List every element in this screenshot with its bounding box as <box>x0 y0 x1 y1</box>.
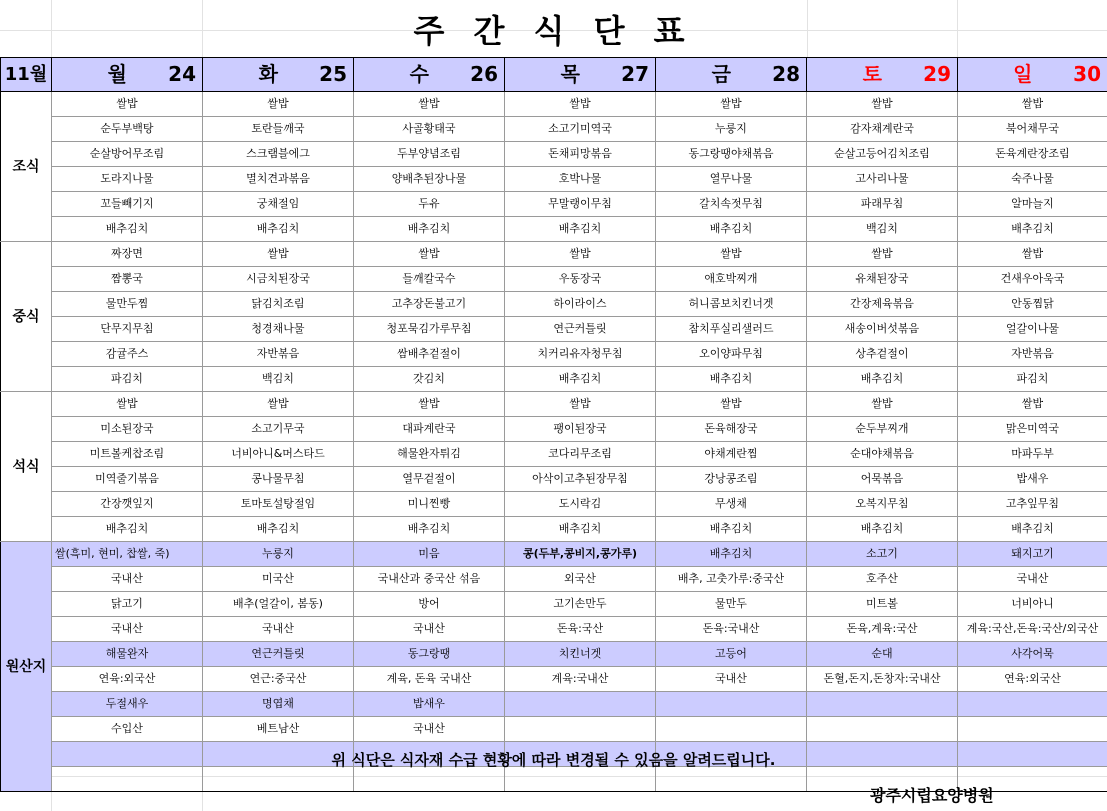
origin-cell: 콩(두부,콩비지,콩가루) <box>505 542 656 567</box>
menu-row <box>1 517 1107 542</box>
origin-cell: 수입산 <box>52 717 203 742</box>
menu-row <box>1 117 1107 142</box>
day-header-cell <box>958 58 1107 92</box>
month-cell: 11월 <box>1 58 52 92</box>
menu-row <box>1 242 1107 267</box>
origin-cell <box>505 717 656 742</box>
origin-cell: 국내산 <box>354 717 505 742</box>
menu-item: 배추김치 <box>958 217 1107 242</box>
origin-cell: 소고기 <box>807 542 958 567</box>
origin-cell: 해물완자 <box>52 642 203 667</box>
menu-item: 동그랑땡야채볶음 <box>656 142 807 167</box>
origin-cell: 물만두 <box>656 592 807 617</box>
notice-text: 위 식단은 식자재 수급 현황에 따라 변경될 수 있음을 알려드립니다. <box>331 751 776 769</box>
menu-item: 순대야채볶음 <box>807 442 958 467</box>
menu-item: 쌀밥 <box>958 242 1107 267</box>
menu-item: 대파계란국 <box>354 417 505 442</box>
origin-cell: 동그랑땡 <box>354 642 505 667</box>
hospital-name: 광주시립요양병원 <box>870 786 994 805</box>
meal-label: 중식 <box>1 242 52 392</box>
menu-row <box>1 367 1107 392</box>
menu-item: 양배추된장나물 <box>354 167 505 192</box>
menu-item: 쌀밥 <box>354 392 505 417</box>
origin-cell: 순대 <box>807 642 958 667</box>
menu-item: 배추김치 <box>807 367 958 392</box>
origin-cell: 국내산 <box>958 567 1107 592</box>
menu-item: 스크램블에그 <box>203 142 354 167</box>
origin-cell: 고기손만두 <box>505 592 656 617</box>
menu-item: 상추겉절이 <box>807 342 958 367</box>
menu-item: 배추김치 <box>656 367 807 392</box>
menu-item: 순살방어무조림 <box>52 142 203 167</box>
origin-cell: 쌀(흑미, 현미, 찹쌀, 죽) <box>52 542 203 567</box>
menu-item: 청경채나물 <box>203 317 354 342</box>
origin-cell: 돼지고기 <box>958 542 1107 567</box>
date-label: 29 <box>923 62 951 86</box>
menu-item: 참치푸실리샐러드 <box>656 317 807 342</box>
menu-item: 해물완자튀김 <box>354 442 505 467</box>
menu-row <box>1 467 1107 492</box>
origin-cell: 미국산 <box>203 567 354 592</box>
origin-cell: 국내산 <box>52 617 203 642</box>
origin-row <box>1 692 1107 717</box>
origin-cell: 돈육:국내산 <box>656 617 807 642</box>
origin-cell: 돈육:국산 <box>505 617 656 642</box>
menu-item: 배추김치 <box>656 517 807 542</box>
menu-item: 쌀밥 <box>505 92 656 117</box>
origin-cell: 연근커틀릿 <box>203 642 354 667</box>
menu-row <box>1 167 1107 192</box>
menu-item: 강낭콩조림 <box>656 467 807 492</box>
menu-item: 우동장국 <box>505 267 656 292</box>
menu-item: 배추김치 <box>958 517 1107 542</box>
origin-cell <box>958 717 1107 742</box>
origin-cell: 국내산 <box>354 617 505 642</box>
menu-item: 미소된장국 <box>52 417 203 442</box>
menu-item: 알마늘지 <box>958 192 1107 217</box>
menu-item: 쌀밥 <box>807 242 958 267</box>
menu-item: 야채계란찜 <box>656 442 807 467</box>
menu-item: 쌈배추겉절이 <box>354 342 505 367</box>
page-title: 주 간 식 단 표 <box>413 11 694 50</box>
menu-item: 마파두부 <box>958 442 1107 467</box>
origin-cell: 연육:외국산 <box>52 667 203 692</box>
menu-item: 배추김치 <box>656 217 807 242</box>
menu-item: 쌀밥 <box>656 392 807 417</box>
menu-item: 도시락김 <box>505 492 656 517</box>
menu-item: 어묵볶음 <box>807 467 958 492</box>
origin-label: 원산지 <box>1 542 52 792</box>
menu-item: 청포묵김가루무침 <box>354 317 505 342</box>
date-label: 25 <box>319 62 347 86</box>
menu-item: 얼갈이나물 <box>958 317 1107 342</box>
day-header-cell <box>656 58 807 92</box>
origin-cell <box>656 717 807 742</box>
menu-item: 배추김치 <box>52 517 203 542</box>
menu-item: 쌀밥 <box>958 392 1107 417</box>
menu-item: 배추김치 <box>354 217 505 242</box>
menu-item: 순살고등어김치조림 <box>807 142 958 167</box>
menu-item: 백김치 <box>807 217 958 242</box>
menu-item: 쌀밥 <box>203 242 354 267</box>
menu-item: 맑은미역국 <box>958 417 1107 442</box>
origin-cell: 치킨너겟 <box>505 642 656 667</box>
menu-item: 단무지무침 <box>52 317 203 342</box>
menu-item: 쌀밥 <box>807 92 958 117</box>
menu-item: 밥새우 <box>958 467 1107 492</box>
origin-cell: 밥새우 <box>354 692 505 717</box>
menu-item: 배추김치 <box>505 517 656 542</box>
weekly-menu-table <box>0 57 1107 792</box>
menu-row <box>1 142 1107 167</box>
menu-item: 들깨칼국수 <box>354 267 505 292</box>
menu-item: 하이라이스 <box>505 292 656 317</box>
menu-item: 토마토설탕절임 <box>203 492 354 517</box>
menu-item: 소고기무국 <box>203 417 354 442</box>
menu-item: 쌀밥 <box>656 242 807 267</box>
origin-cell: 방어 <box>354 592 505 617</box>
menu-item: 치커리유자청무침 <box>505 342 656 367</box>
origin-cell: 닭고기 <box>52 592 203 617</box>
menu-item: 돈육계란장조림 <box>958 142 1107 167</box>
origin-cell: 연육:외국산 <box>958 667 1107 692</box>
origin-cell: 돈육,계육:국산 <box>807 617 958 642</box>
menu-item: 쌀밥 <box>52 92 203 117</box>
origin-cell: 계육:국내산 <box>505 667 656 692</box>
menu-item: 배추김치 <box>807 517 958 542</box>
menu-item: 오이양파무침 <box>656 342 807 367</box>
origin-cell: 호주산 <box>807 567 958 592</box>
menu-item: 궁채절임 <box>203 192 354 217</box>
menu-item: 미니찐빵 <box>354 492 505 517</box>
menu-item: 배추김치 <box>505 367 656 392</box>
menu-row <box>1 392 1107 417</box>
menu-item: 쌀밥 <box>656 92 807 117</box>
day-header-cell <box>807 58 958 92</box>
menu-row <box>1 292 1107 317</box>
menu-item: 배추김치 <box>52 217 203 242</box>
menu-item: 돈채피망볶음 <box>505 142 656 167</box>
menu-item: 콩나물무침 <box>203 467 354 492</box>
origin-cell: 국내산과 중국산 섞음 <box>354 567 505 592</box>
weekday-label: 일 <box>1013 62 1033 86</box>
origin-row <box>1 542 1107 567</box>
menu-item: 백김치 <box>203 367 354 392</box>
origin-cell: 사각어묵 <box>958 642 1107 667</box>
weekday-label: 금 <box>711 62 731 86</box>
meal-label: 석식 <box>1 392 52 542</box>
menu-item: 감귤주스 <box>52 342 203 367</box>
origin-cell: 배추김치 <box>656 542 807 567</box>
day-header-cell <box>505 58 656 92</box>
menu-item: 안동찜닭 <box>958 292 1107 317</box>
weekday-label: 목 <box>560 62 580 86</box>
menu-item: 유채된장국 <box>807 267 958 292</box>
weekday-label: 화 <box>258 62 278 86</box>
origin-cell: 배추, 고춧가루:중국산 <box>656 567 807 592</box>
menu-item: 쌀밥 <box>807 392 958 417</box>
origin-row <box>1 617 1107 642</box>
menu-item: 호박나물 <box>505 167 656 192</box>
origin-cell: 계육:국산,돈육:국산/외국산 <box>958 617 1107 642</box>
menu-item: 시금치된장국 <box>203 267 354 292</box>
menu-item: 파김치 <box>958 367 1107 392</box>
menu-item: 팽이된장국 <box>505 417 656 442</box>
menu-item: 쌀밥 <box>52 392 203 417</box>
origin-row <box>1 717 1107 742</box>
origin-cell: 고등어 <box>656 642 807 667</box>
menu-item: 열무나물 <box>656 167 807 192</box>
menu-row <box>1 217 1107 242</box>
origin-cell: 국내산 <box>203 617 354 642</box>
menu-item: 쌀밥 <box>354 242 505 267</box>
date-label: 30 <box>1073 62 1101 86</box>
menu-row <box>1 417 1107 442</box>
menu-item: 누룽지 <box>656 117 807 142</box>
menu-item: 미트볼케찹조림 <box>52 442 203 467</box>
origin-cell: 연근:중국산 <box>203 667 354 692</box>
menu-item: 쌀밥 <box>203 392 354 417</box>
menu-item: 미역줄기볶음 <box>52 467 203 492</box>
menu-item: 자반볶음 <box>958 342 1107 367</box>
origin-cell <box>505 692 656 717</box>
date-label: 27 <box>621 62 649 86</box>
origin-cell: 돈혈,돈지,돈창자:국내산 <box>807 667 958 692</box>
origin-row <box>1 642 1107 667</box>
menu-item: 고추장돈불고기 <box>354 292 505 317</box>
menu-item: 물만두찜 <box>52 292 203 317</box>
origin-cell <box>958 692 1107 717</box>
origin-cell: 국내산 <box>656 667 807 692</box>
menu-item: 고추잎무침 <box>958 492 1107 517</box>
menu-item: 허니콤보치킨너겟 <box>656 292 807 317</box>
weekday-label: 수 <box>409 62 429 86</box>
menu-item: 쌀밥 <box>505 242 656 267</box>
menu-item: 오복지무침 <box>807 492 958 517</box>
menu-item: 소고기미역국 <box>505 117 656 142</box>
menu-item: 두부양념조림 <box>354 142 505 167</box>
origin-cell <box>807 717 958 742</box>
menu-item: 두유 <box>354 192 505 217</box>
origin-cell: 국내산 <box>52 567 203 592</box>
menu-item: 열무겉절이 <box>354 467 505 492</box>
day-header-cell <box>203 58 354 92</box>
menu-item: 숙주나물 <box>958 167 1107 192</box>
origin-cell: 너비아니 <box>958 592 1107 617</box>
menu-row <box>1 267 1107 292</box>
menu-row <box>1 317 1107 342</box>
origin-cell: 미음 <box>354 542 505 567</box>
origin-cell: 명엽채 <box>203 692 354 717</box>
origin-cell: 계육, 돈육 국내산 <box>354 667 505 692</box>
menu-item: 무말랭이무침 <box>505 192 656 217</box>
origin-cell: 배추(얼갈이, 봄동) <box>203 592 354 617</box>
meal-label: 조식 <box>1 92 52 242</box>
date-label: 28 <box>772 62 800 86</box>
menu-item: 순두부백탕 <box>52 117 203 142</box>
menu-item: 쌀밥 <box>203 92 354 117</box>
menu-item: 북어채무국 <box>958 117 1107 142</box>
menu-row <box>1 92 1107 117</box>
menu-item: 자반볶음 <box>203 342 354 367</box>
menu-item: 간장제육볶음 <box>807 292 958 317</box>
menu-row <box>1 342 1107 367</box>
menu-item: 쌀밥 <box>505 392 656 417</box>
menu-item: 배추김치 <box>354 517 505 542</box>
weekday-label: 월 <box>107 62 127 86</box>
menu-item: 고사리나물 <box>807 167 958 192</box>
menu-row <box>1 492 1107 517</box>
origin-cell: 베트남산 <box>203 717 354 742</box>
menu-item: 꼬들빼기지 <box>52 192 203 217</box>
menu-item: 감자채계란국 <box>807 117 958 142</box>
menu-item: 배추김치 <box>505 217 656 242</box>
menu-item: 갈치속젓무침 <box>656 192 807 217</box>
menu-item: 쌀밥 <box>354 92 505 117</box>
menu-item: 쌀밥 <box>958 92 1107 117</box>
menu-item: 순두부찌개 <box>807 417 958 442</box>
day-header-cell <box>52 58 203 92</box>
menu-item: 배추김치 <box>203 217 354 242</box>
menu-item: 파래무침 <box>807 192 958 217</box>
menu-item: 너비아니&머스타드 <box>203 442 354 467</box>
origin-cell <box>807 692 958 717</box>
menu-item: 배추김치 <box>203 517 354 542</box>
origin-cell: 두절새우 <box>52 692 203 717</box>
menu-item: 짜장면 <box>52 242 203 267</box>
origin-row <box>1 667 1107 692</box>
origin-row <box>1 567 1107 592</box>
menu-item: 사골황태국 <box>354 117 505 142</box>
date-label: 26 <box>470 62 498 86</box>
menu-item: 연근커틀릿 <box>505 317 656 342</box>
origin-cell <box>656 692 807 717</box>
day-header-cell <box>354 58 505 92</box>
menu-item: 무생채 <box>656 492 807 517</box>
origin-row <box>1 592 1107 617</box>
menu-item: 짬뽕국 <box>52 267 203 292</box>
menu-item: 닭김치조림 <box>203 292 354 317</box>
origin-cell: 외국산 <box>505 567 656 592</box>
menu-item: 코다리무조림 <box>505 442 656 467</box>
menu-item: 토란들깨국 <box>203 117 354 142</box>
menu-item: 애호박찌개 <box>656 267 807 292</box>
date-label: 24 <box>168 62 196 86</box>
menu-item: 멸치견과볶음 <box>203 167 354 192</box>
menu-item: 새송이버섯볶음 <box>807 317 958 342</box>
menu-item: 아삭이고추된장무침 <box>505 467 656 492</box>
menu-row <box>1 442 1107 467</box>
menu-item: 갓김치 <box>354 367 505 392</box>
menu-item: 돈육해장국 <box>656 417 807 442</box>
menu-item: 건새우아욱국 <box>958 267 1107 292</box>
origin-cell: 미트볼 <box>807 592 958 617</box>
day-header-row <box>1 58 1107 92</box>
origin-cell: 누룽지 <box>203 542 354 567</box>
menu-row <box>1 192 1107 217</box>
menu-item: 간장깻잎지 <box>52 492 203 517</box>
weekday-label: 토 <box>862 62 882 86</box>
menu-item: 도라지나물 <box>52 167 203 192</box>
menu-item: 파김치 <box>52 367 203 392</box>
